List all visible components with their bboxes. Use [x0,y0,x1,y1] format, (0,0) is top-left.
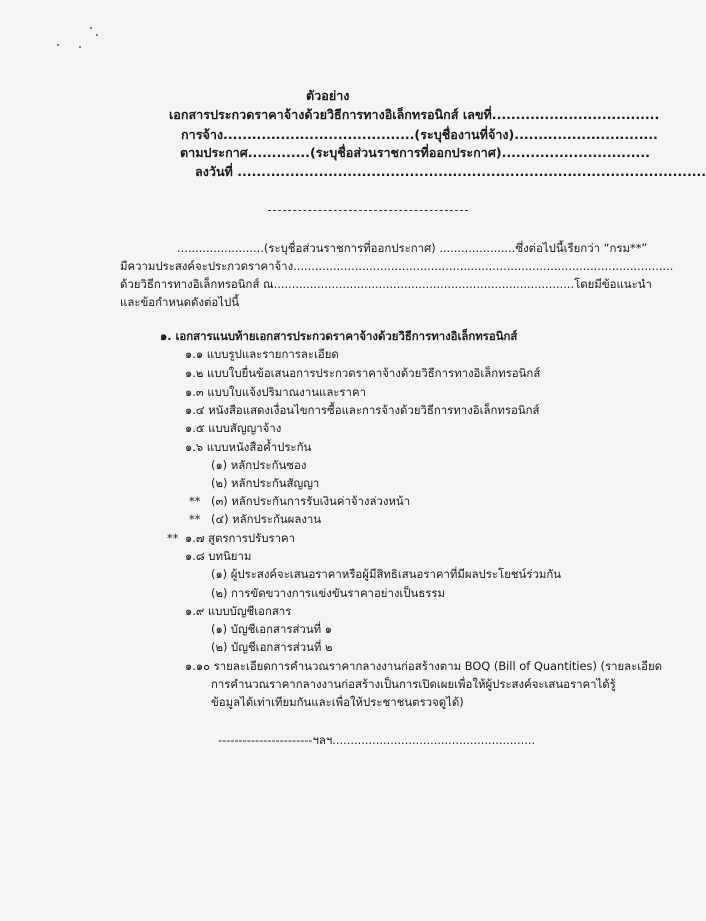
sub-list-item: (๑) ผู้ประสงค์จะเสนอราคาหรือผู้มีสิทธิเสนอราคาที่มีผลประโยชน์ร่วมกัน [211,567,562,581]
sub-list-item: (๒) การขัดขวางการแข่งขันราคาอย่างเป็นธรรม [211,586,446,600]
list-item-continuation: ข้อมูลได้เท่าเทียมกันและเพื่อให้ประชาชนตรวจดูได้) [211,695,464,709]
optional-marker: ** [189,512,201,526]
intro-line-4: และข้อกำหนดดังต่อไปนี้ [120,295,239,309]
sub-list-item: (๑) บัญชีเอกสารส่วนที่ ๑ [211,622,332,636]
list-item: ๑.๔ หนังสือแสดงเงื่อนไขการซื้อและการจ้างด้วยวิธีการทางอิเล็กทรอนิกส์ [185,403,540,417]
list-item-continuation: การคำนวณราคากลางงานก่อสร้างเป็นการเปิดเผยเพื่อให้ผู้ประสงค์จะเสนอราคาได้รู้ [211,677,616,691]
header-divider [268,210,468,211]
intro-line-1: ........................(ระบุชื่อส่วนราชการที่ออกประกาศ) .....................ซึ่งต่อไปนี้เรียกว่า “กรม**” [177,241,648,255]
sub-list-item: (๒) บัญชีเอกสารส่วนที่ ๒ [211,640,333,654]
intro-line-3: ด้วยวิธีการทางอิเล็กทรอนิกส์ ณ...................................................................................โดยมีข้อแนะนำ [120,277,652,291]
list-item: ๑.๑ แบบรูปและรายการละเอียด [185,347,339,361]
sub-list-item: (๓) หลักประกันการรับเงินค่าจ้างล่วงหน้า [211,494,411,508]
list-item: ๑.๙ แบบบัญชีเอกสาร [185,604,292,618]
optional-marker: ** [167,531,179,545]
document-title: เอกสารประกวดราคาจ้างด้วยวิธีการทางอิเล็กทรอนิกส์ เลขที่................................... [169,107,660,122]
scan-speck [96,34,98,36]
announcement-line: ตามประกาศ.............(ระบุชื่อส่วนราชการที่ออกประกาศ)............................... [180,145,650,160]
list-item: ๑.๓ แบบใบแจ้งปริมาณงานและราคา [185,385,366,399]
list-item: ๑.๕ แบบสัญญาจ้าง [185,421,282,435]
list-item: ๑.๘ บทนิยาม [185,549,252,563]
list-item: ๑.๑๐ รายละเอียดการคำนวณราคากลางงานก่อสร้างตาม BOQ (Bill of Quantities) (รายละเอียด [185,659,663,673]
intro-line-2: มีความประสงค์จะประกวดราคาจ้าง......................................................................................................... [120,259,674,273]
section-heading: ๑. เอกสารแนบท้ายเอกสารประกวดราคาจ้างด้วยวิธีการทางอิเล็กทรอนิกส์ [160,329,518,343]
sample-heading: ตัวอย่าง [306,88,350,103]
scan-speck [79,46,81,48]
scan-speck [57,44,59,46]
procurement-subject-line: การจ้าง........................................(ระบุชื่องานที่จ้าง).............................. [181,127,658,142]
list-item: ๑.๒ แบบใบยื่นข้อเสนอการประกวดราคาจ้างด้วยวิธีการทางอิเล็กทรอนิกส์ [185,366,541,380]
sub-list-item: (๔) หลักประกันผลงาน [211,512,322,526]
date-line: ลงวันที่ .................................................................................................. [195,164,706,179]
scan-speck [90,27,92,29]
list-item: ๑.๖ แบบหนังสือค้ำประกัน [185,440,312,454]
sub-list-item: (๑) หลักประกันซอง [211,458,307,472]
optional-marker: ** [189,494,201,508]
list-item: ๑.๗ สูตรการปรับราคา [185,531,296,545]
signature-placeholder: -----------------------ฯลฯ........................................................ [218,733,536,747]
sub-list-item: (๒) หลักประกันสัญญา [211,476,320,490]
